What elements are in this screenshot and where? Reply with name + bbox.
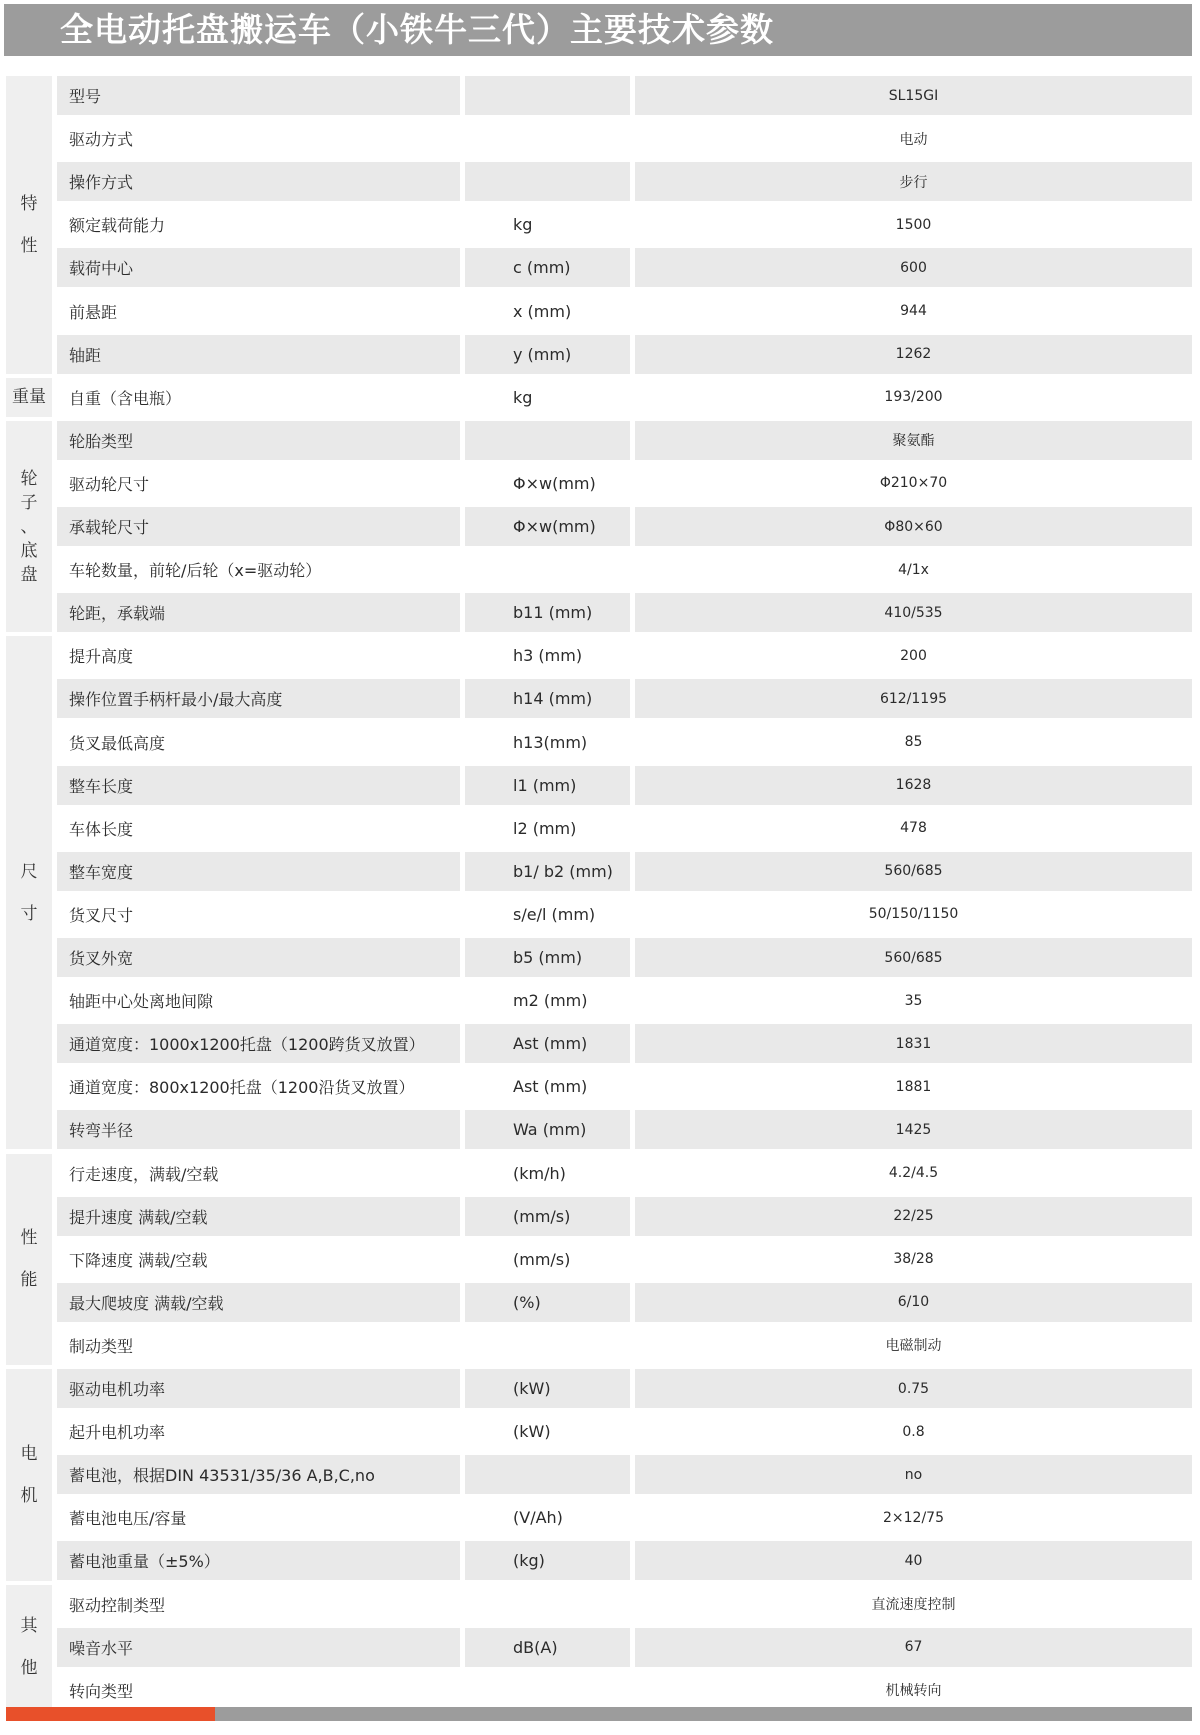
spec-table <box>6 76 1192 1701</box>
spec-name: 提升高度 <box>69 647 134 667</box>
table-row <box>57 636 1192 675</box>
spec-value: 6/10 <box>635 1283 1192 1322</box>
spec-value: 1831 <box>635 1024 1192 1063</box>
spec-name: 轴距中心处离地间隙 <box>69 992 214 1012</box>
spec-name: 最大爬坡度 满载/空载 <box>57 1283 460 1322</box>
spec-value: 478 <box>900 820 927 837</box>
group-label-char: 能 <box>20 1270 38 1291</box>
spec-unit: h13(mm) <box>513 732 588 752</box>
spec-name: 货叉尺寸 <box>69 905 134 925</box>
table-row <box>57 119 1192 158</box>
spec-name: 蓄电池电压/容量 <box>69 1509 187 1529</box>
table-row <box>57 464 1192 503</box>
spec-unit <box>465 1671 630 1710</box>
table-row <box>57 1455 1192 1494</box>
spec-value: 944 <box>900 303 927 319</box>
spec-value: 0.75 <box>635 1369 1192 1408</box>
spec-unit: b1/ b2 (mm) <box>465 852 630 891</box>
table-row <box>57 248 1192 287</box>
table-row <box>57 895 1192 934</box>
table-row <box>57 1369 1192 1408</box>
spec-value: 38/28 <box>893 1251 934 1268</box>
spec-unit: Φ×w(mm) <box>513 473 596 493</box>
spec-name: 噪音水平 <box>57 1628 460 1667</box>
spec-value: 0.8 <box>902 1423 925 1440</box>
spec-value: 560/685 <box>635 852 1192 891</box>
spec-name: 行走速度，满载/空载 <box>69 1164 219 1184</box>
spec-unit <box>465 119 630 158</box>
table-row <box>57 1283 1192 1322</box>
table-row <box>57 292 1192 331</box>
spec-unit: m2 (mm) <box>513 991 588 1011</box>
spec-value: 步行 <box>635 162 1192 201</box>
spec-name: 通道宽度：800x1200托盘（1200沿货叉放置） <box>69 1078 415 1098</box>
table-row <box>57 1671 1192 1710</box>
table-row <box>57 205 1192 244</box>
spec-name: 型号 <box>57 76 460 115</box>
table-row <box>57 938 1192 977</box>
table-row <box>57 1585 1192 1624</box>
spec-name: 轴距 <box>57 335 460 374</box>
spec-name: 货叉外宽 <box>57 938 460 977</box>
spec-unit: l1 (mm) <box>465 766 630 805</box>
spec-name: 轮距，承载端 <box>57 593 460 632</box>
group-label-char: 重量 <box>12 387 46 408</box>
spec-name: 操作位置手柄杆最小/最大高度 <box>57 679 460 718</box>
table-row <box>57 1628 1192 1667</box>
spec-name: 蓄电池重量（±5%） <box>57 1541 460 1580</box>
spec-name: 整车长度 <box>57 766 460 805</box>
spec-unit: (kW) <box>513 1422 551 1442</box>
table-row <box>57 679 1192 718</box>
spec-name: 整车宽度 <box>57 852 460 891</box>
spec-value: 85 <box>904 734 923 750</box>
table-row <box>57 378 1192 417</box>
spec-value: 560/685 <box>635 938 1192 977</box>
group-label-char: 、 <box>20 516 38 537</box>
group-label <box>6 378 52 417</box>
group-label <box>6 1369 52 1581</box>
table-row <box>57 421 1192 460</box>
spec-value: 1628 <box>635 766 1192 805</box>
group-label <box>6 1585 52 1710</box>
spec-unit: y (mm) <box>465 335 630 374</box>
table-row <box>57 335 1192 374</box>
spec-value: 193/200 <box>884 389 943 406</box>
spec-unit: Ast (mm) <box>465 1024 630 1063</box>
spec-value: 1500 <box>895 216 932 233</box>
group-label-char: 他 <box>20 1658 38 1679</box>
spec-value: 聚氨酯 <box>635 421 1192 460</box>
spec-unit <box>465 1455 630 1494</box>
table-row <box>57 1541 1192 1580</box>
group-label <box>6 76 52 374</box>
table-row <box>57 593 1192 632</box>
spec-unit: dB(A) <box>465 1628 630 1667</box>
footer-bar <box>215 1707 1192 1721</box>
group-label-char: 性 <box>20 235 38 256</box>
table-row <box>57 1240 1192 1279</box>
spec-value: 直流速度控制 <box>871 1597 956 1613</box>
spec-value: 4.2/4.5 <box>888 1165 939 1181</box>
spec-unit <box>465 1326 630 1365</box>
spec-name: 车体长度 <box>69 819 134 839</box>
spec-unit <box>465 1585 630 1624</box>
spec-unit: (kW) <box>465 1369 630 1408</box>
group-label-char: 子 <box>20 492 38 513</box>
spec-name: 转弯半径 <box>57 1110 460 1149</box>
spec-value: no <box>635 1455 1192 1494</box>
spec-value: Φ210×70 <box>879 475 948 492</box>
spec-unit: b11 (mm) <box>465 593 630 632</box>
spec-value: 机械转向 <box>885 1683 942 1700</box>
table-row <box>57 550 1192 589</box>
spec-name: 额定载荷能力 <box>69 216 166 236</box>
spec-unit: Φ×w(mm) <box>465 507 630 546</box>
group-label-char: 寸 <box>20 903 38 924</box>
spec-name: 前悬距 <box>69 302 118 322</box>
spec-unit: (mm/s) <box>513 1249 571 1269</box>
table-row <box>57 981 1192 1020</box>
group-label-char: 机 <box>20 1485 38 1506</box>
spec-value: 电动 <box>899 131 928 148</box>
table-row <box>57 1412 1192 1451</box>
spec-value: 35 <box>904 992 923 1009</box>
spec-value: 1881 <box>895 1078 932 1095</box>
table-row <box>57 852 1192 891</box>
page-title: 全电动托盘搬运车（小铁牛三代）主要技术参数 <box>60 10 774 49</box>
spec-name: 制动类型 <box>69 1336 134 1356</box>
spec-value: 1262 <box>635 335 1192 374</box>
spec-unit: (V/Ah) <box>513 1508 563 1528</box>
spec-name: 载荷中心 <box>57 248 460 287</box>
spec-unit: h3 (mm) <box>513 646 583 666</box>
spec-unit: b5 (mm) <box>465 938 630 977</box>
spec-name: 蓄电池，根据DIN 43531/35/36 A,B,C,no <box>57 1455 460 1494</box>
spec-name: 驱动电机功率 <box>57 1369 460 1408</box>
table-row <box>57 1110 1192 1149</box>
spec-unit: kg <box>513 387 533 407</box>
spec-name: 承载轮尺寸 <box>57 507 460 546</box>
group-label-char: 轮 <box>20 468 38 489</box>
spec-name: 通道宽度：1000x1200托盘（1200跨货叉放置） <box>57 1024 460 1063</box>
group-label-char: 底 <box>20 540 38 561</box>
spec-name: 转向类型 <box>69 1681 134 1701</box>
spec-unit <box>465 162 630 201</box>
title-bar <box>4 4 1192 56</box>
spec-unit: l2 (mm) <box>513 818 577 838</box>
spec-name: 操作方式 <box>57 162 460 201</box>
spec-value: 67 <box>635 1628 1192 1667</box>
spec-name: 提升速度 满载/空载 <box>57 1197 460 1236</box>
spec-unit: Wa (mm) <box>465 1110 630 1149</box>
table-row <box>57 76 1192 115</box>
spec-value: 50/150/1150 <box>868 906 959 923</box>
spec-unit: x (mm) <box>513 301 572 321</box>
spec-value: 4/1x <box>898 561 929 578</box>
spec-name: 货叉最低高度 <box>69 733 166 753</box>
spec-value: 40 <box>635 1541 1192 1580</box>
spec-name: 自重（含电瓶） <box>69 388 182 408</box>
table-row <box>57 1024 1192 1063</box>
group-label-char: 性 <box>20 1228 38 1249</box>
spec-value: 612/1195 <box>635 679 1192 718</box>
spec-value: 22/25 <box>635 1197 1192 1236</box>
table-row <box>57 1498 1192 1537</box>
spec-value: 1425 <box>635 1110 1192 1149</box>
spec-unit: (mm/s) <box>465 1197 630 1236</box>
spec-unit <box>465 421 630 460</box>
spec-name: 轮胎类型 <box>57 421 460 460</box>
group-label-char: 盘 <box>20 564 38 585</box>
group-label-char: 尺 <box>20 861 38 882</box>
spec-unit: kg <box>513 215 533 235</box>
group-label <box>6 421 52 633</box>
table-row <box>57 507 1192 546</box>
table-row <box>57 1067 1192 1106</box>
spec-value: 200 <box>900 647 927 664</box>
footer-accent-bar <box>6 1707 215 1721</box>
spec-value: SL15GI <box>635 76 1192 115</box>
spec-name: 驱动控制类型 <box>69 1595 166 1615</box>
spec-unit: s/e/l (mm) <box>513 904 596 924</box>
spec-name: 驱动轮尺寸 <box>69 474 150 494</box>
table-row <box>57 723 1192 762</box>
spec-unit: c (mm) <box>465 248 630 287</box>
spec-value: 410/535 <box>635 593 1192 632</box>
spec-unit: (%) <box>465 1283 630 1322</box>
table-row <box>57 809 1192 848</box>
spec-name: 驱动方式 <box>69 130 134 150</box>
spec-unit: h14 (mm) <box>465 679 630 718</box>
group-label-char: 其 <box>20 1616 38 1637</box>
table-row <box>57 162 1192 201</box>
spec-unit: (km/h) <box>513 1163 566 1183</box>
table-row <box>57 766 1192 805</box>
table-row <box>57 1197 1192 1236</box>
table-row <box>57 1154 1192 1193</box>
spec-unit: Ast (mm) <box>513 1077 588 1097</box>
spec-unit: (kg) <box>465 1541 630 1580</box>
spec-value: 2×12/75 <box>883 1509 944 1526</box>
group-label-char: 特 <box>20 193 38 214</box>
spec-unit <box>465 550 630 589</box>
group-label <box>6 636 52 1149</box>
spec-name: 车轮数量，前轮/后轮（x=驱动轮） <box>69 561 322 581</box>
spec-value: 电磁制动 <box>885 1338 942 1355</box>
spec-value: 600 <box>635 248 1192 287</box>
table-row <box>57 1326 1192 1365</box>
spec-unit <box>465 76 630 115</box>
spec-name: 下降速度 满载/空载 <box>69 1250 208 1270</box>
spec-name: 起升电机功率 <box>69 1423 166 1443</box>
group-label <box>6 1154 52 1366</box>
group-label-char: 电 <box>20 1443 38 1464</box>
spec-value: Φ80×60 <box>635 507 1192 546</box>
